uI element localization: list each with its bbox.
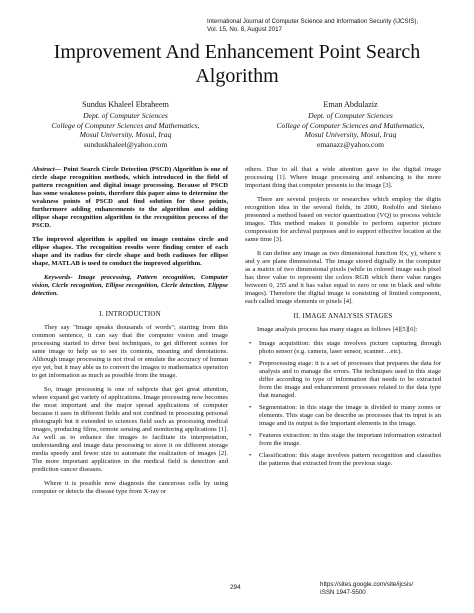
- author-dept: Dept. of Computer Sciences: [83, 111, 168, 121]
- abstract: [32, 166, 228, 230]
- title-line-2: Algorithm: [195, 65, 279, 87]
- author-block-1: [18, 100, 233, 149]
- right-paragraph-2: There are several projects or researches which employ the digits recognition idea in the several fields, in 2000, Rodolfo and Stefano presented a method based on vector quantization (VQ) to process vehicle images. This method makes it possible to perform superior picture compression for archival purposes and to support effective location at the same time [3].: [245, 196, 441, 243]
- section-2-intro: Image analysis process has many stages as follows [4][5][6]:: [257, 326, 418, 333]
- abstract-text-2: The improved algorithm is applied on image contains circle and ellipse shapes. The recognition results were finding center of each shape and its radius for circle shape and both radiuses for ellipse shape, MATLAB is used to conduct the improved algorithm.: [32, 236, 228, 267]
- section-heading-image-analysis: II. IMAGE ANALYSIS STAGES: [293, 312, 393, 320]
- section-heading-introduction: I. INTRODUCTION: [99, 310, 161, 318]
- author-dept: Dept. of Computer Sciences: [308, 111, 393, 121]
- author-university: Mosul University, Mosul, Iraq: [304, 130, 397, 140]
- right-paragraph-1: others. Due to all that a wide attention gave to the digital image processing [1]. Where image processing and enhancing is the more important thing that computer presents to the image [3].: [245, 166, 441, 189]
- author-university: Mosul University, Mosul, Iraq: [79, 130, 172, 140]
- intro-paragraph-1: They say "Image speaks thousands of words"; starting from this common sentence, it can say that the computer vision and image processing started to drive best techniques, to get different scenes for same image to help us to see its contents, meaning and denotations. Although image processing is not rival or emulate the accuracy of human eye yet, but it may able us to convert the images to mathematics operation to get information as much as possible from the image.: [32, 324, 228, 379]
- author-name: Sundus Khaleel Ebraheem: [82, 100, 169, 109]
- author-name: Eman Abdulaziz: [323, 100, 378, 109]
- page-number: 294: [230, 584, 241, 591]
- abstract-label: Abstract—: [32, 166, 62, 173]
- footer-url[interactable]: https://sites.google.com/site/ijcsis/: [320, 581, 414, 588]
- author-email[interactable]: sunduskhaleel@yahoo.com: [83, 139, 168, 149]
- list-item: • Preprocessing stage: it is a set of processes that prepares the data for analysis and to manage the errors. The techniques used in this stage differ according to type of information that needs to be extracted from the image and enhancement processes related to the data type that managed.: [259, 360, 441, 400]
- footer-issn: ISSN 1947-5500: [320, 589, 366, 596]
- list-item: • Segmentation: in this stage the image is divided to many zones or elements. This stage can be describe as processes that its input is an image and its output is the important elements in the image.: [259, 404, 441, 428]
- journal-header: [207, 18, 447, 34]
- author-college: College of Computer Sciences and Mathematics,: [51, 120, 200, 130]
- list-item: • Image acquisition: this stage involves picture capturing through photo sensor (e.g. camera, laser sensor, scanner…etc).: [259, 340, 441, 356]
- left-column: [32, 166, 228, 502]
- keywords-label: Keywords-: [44, 274, 73, 281]
- keywords: [32, 274, 228, 298]
- journal-line-1: International Journal of Computer Science and Information Security (IJCSIS),: [207, 18, 419, 25]
- intro-paragraph-2: So, image processing is one of subjects that got great attention, where expand got variety of applications. Image processing now becomes the most important and the major spread applications of computer because it uses in different fields and not confined in processing personal photograph but it extended to sciences field such as processing medical images, producing films, remote sensing and monitoring applications [1]. As well as to enhance the images to facilitate its interpretation, understanding and image data processing to store it on different storage media speedy and fewer size to automate the realization of images [2]. The more important application in the medical field is detection and prediction cancer diseases.: [32, 386, 228, 473]
- right-paragraph-3: It can define any image as two dimensional function f(x, y), where x and y are plane dimensional. The image stored digitally in the computer as a matrix of two dimensional pixels (while in colored image each pixel has three value to represent the colors RGB which there value ranges between 0, 255 and it has value equal to zero or one in black and white images). Therefore the digital image is consisting of limited component, each called image elements or pixels [4].: [245, 250, 441, 305]
- title-line-1: Improvement And Enhancement Point Search: [53, 41, 421, 63]
- paper-title: [0, 40, 474, 88]
- author-email[interactable]: emanazz@yahoo.com: [316, 139, 385, 149]
- keywords-text: Image processing, Pattern recognition, Computer vision, Cicrle recognition, Ellipse recognition, Cicrle detection, Elippse detection.: [32, 274, 228, 297]
- intro-paragraph-3: Where it is possible now diagnosis the cancerous cells by using computer or detects the disease type from X-ray or: [32, 480, 228, 495]
- abstract-text: Point Search Circle Detection (PSCD) Algorithm is one of circle shape recognition methods, which introduced in the field of pattern recognition and digital image processing. Because of PSCD has some weakness points, therefore this paper aims to determine the weakness points of PSCD and find solution for these points, furthermore adding enhancements to the algorithm and adding ellipse shape recognition algorithm to the recognition process of the PSCD.: [32, 166, 228, 229]
- author-college: College of Computer Sciences and Mathematics,: [276, 120, 425, 130]
- footer-info: [320, 581, 413, 597]
- author-block-2: [243, 100, 458, 149]
- right-column: [245, 166, 441, 472]
- list-item: • Features extraction: in this stage the important information extracted from the image.: [259, 432, 441, 448]
- list-item: • Classification: this stage involves pattern recognition and classifies the patterns that extracted from the previous stage.: [259, 452, 441, 468]
- journal-line-2: Vol. 15, No. 8, August 2017: [207, 26, 282, 33]
- stages-list: [245, 340, 441, 468]
